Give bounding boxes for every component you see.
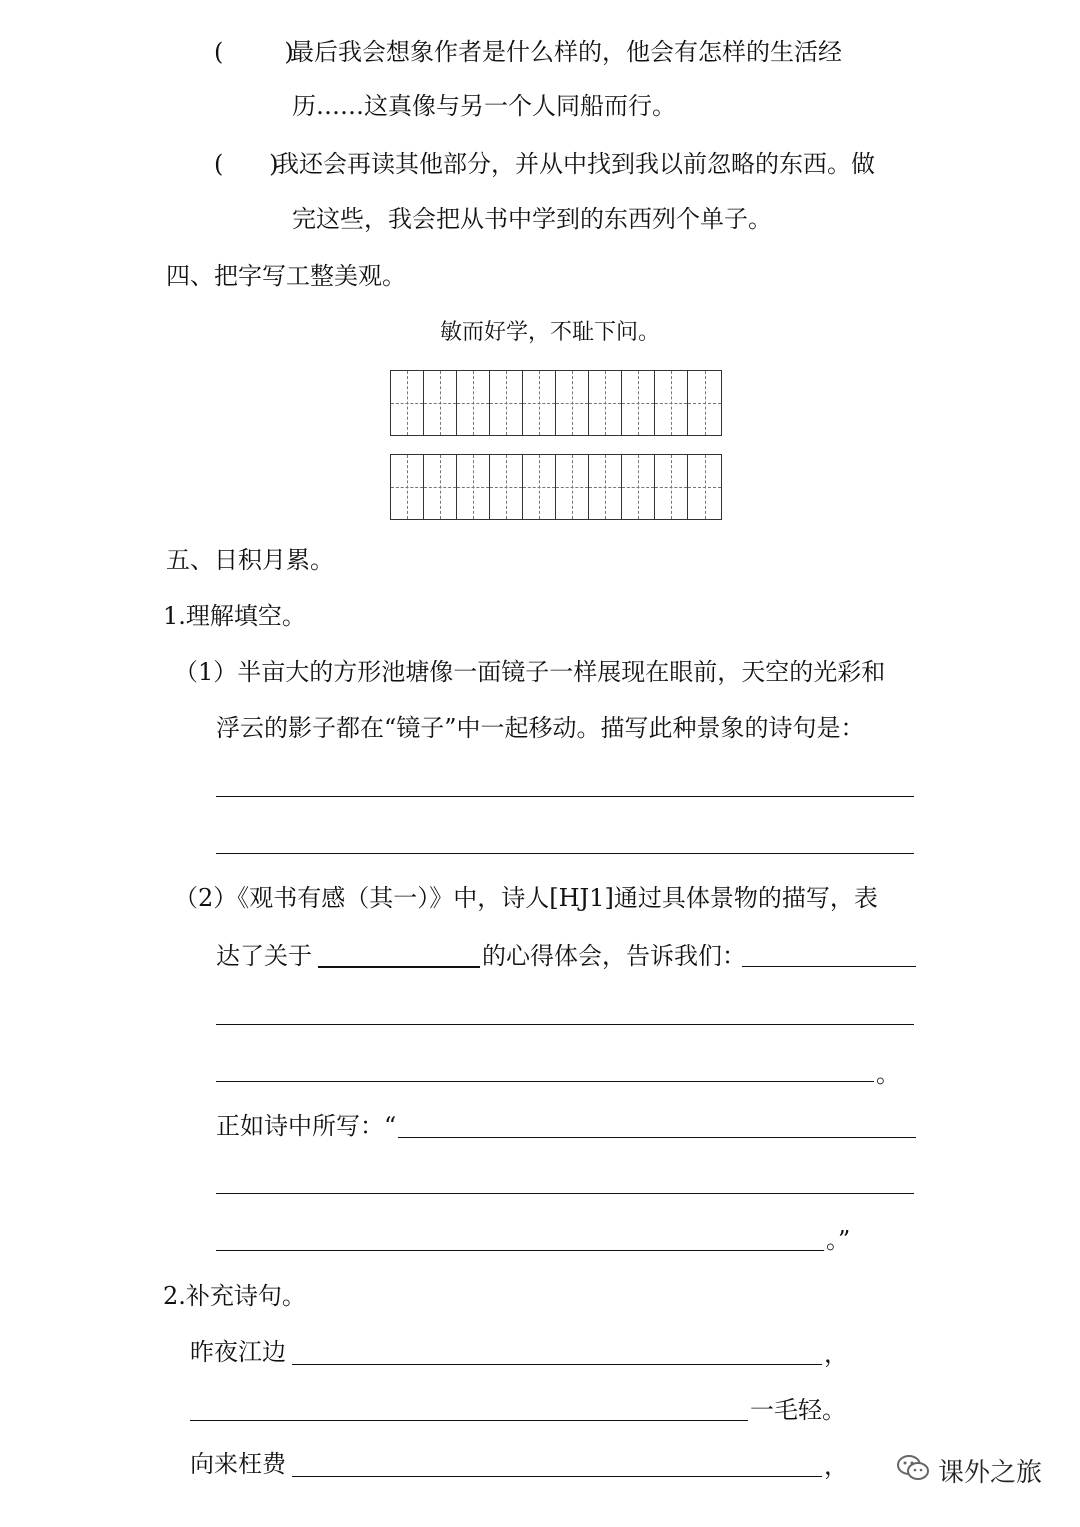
comma-mark: ， bbox=[824, 1452, 848, 1480]
answer-line[interactable] bbox=[216, 1024, 914, 1025]
grid-cell[interactable] bbox=[589, 455, 622, 519]
answer-line[interactable] bbox=[216, 853, 914, 854]
watermark-text: 课外之旅 bbox=[938, 1458, 1043, 1488]
writing-grid-row-1[interactable] bbox=[390, 370, 722, 436]
q1-p2-line1: （2）《观书有感（其一）》中，诗人[HJ1]通过具体景物的描写，表 bbox=[174, 884, 878, 912]
item-a-line2: 历……这真像与另一个人同船而行。 bbox=[292, 92, 676, 120]
wechat-icon bbox=[896, 1453, 930, 1489]
answer-line[interactable] bbox=[216, 796, 914, 797]
q1-p1-line2: 浮云的影子都在“镜子”中一起移动。描写此种景象的诗句是： bbox=[216, 714, 865, 742]
watermark bbox=[896, 1452, 1042, 1489]
item-a-line1: 最后我会想象作者是什么样的，他会有怎样的生活经 bbox=[290, 38, 842, 66]
item-b-line1: 我还会再读其他部分，并从中找到我以前忽略的东西。做 bbox=[275, 150, 875, 178]
quote-lead: 正如诗中所写：“ bbox=[216, 1112, 397, 1140]
answer-line[interactable] bbox=[216, 1250, 824, 1251]
grid-cell[interactable] bbox=[688, 371, 721, 435]
q1-p2-line2-a: 达了关于 bbox=[216, 942, 312, 970]
writing-grid-row-2[interactable] bbox=[390, 454, 722, 520]
grid-cell[interactable] bbox=[655, 455, 688, 519]
grid-cell[interactable] bbox=[622, 371, 655, 435]
poem-line1-lead: 昨夜江边 bbox=[190, 1338, 286, 1366]
poem-line3-lead: 向来枉费 bbox=[190, 1450, 286, 1478]
comma-mark: ， bbox=[824, 1340, 848, 1368]
answer-line[interactable] bbox=[292, 1476, 822, 1477]
copy-phrase: 敏而好学，不耻下问。 bbox=[440, 320, 661, 345]
grid-cell[interactable] bbox=[457, 455, 490, 519]
grid-cell[interactable] bbox=[556, 455, 589, 519]
grid-cell[interactable] bbox=[655, 371, 688, 435]
grid-cell[interactable] bbox=[556, 371, 589, 435]
grid-cell[interactable] bbox=[457, 371, 490, 435]
answer-line[interactable] bbox=[742, 966, 916, 967]
grid-cell[interactable] bbox=[424, 455, 457, 519]
grid-cell[interactable] bbox=[391, 455, 424, 519]
grid-cell[interactable] bbox=[391, 371, 424, 435]
q1-title: 1.理解填空。 bbox=[163, 602, 306, 630]
section5-heading: 五、日积月累。 bbox=[166, 546, 334, 574]
answer-line[interactable] bbox=[398, 1137, 916, 1138]
grid-cell[interactable] bbox=[424, 371, 457, 435]
answer-line[interactable] bbox=[292, 1364, 822, 1365]
period-mark: 。 bbox=[876, 1060, 900, 1088]
grid-cell[interactable] bbox=[523, 455, 556, 519]
grid-cell[interactable] bbox=[490, 455, 523, 519]
answer-paren-b[interactable]: ( ) bbox=[214, 150, 279, 178]
answer-line[interactable] bbox=[216, 1081, 874, 1082]
poem-line2-tail: 一毛轻。 bbox=[750, 1396, 846, 1424]
section4-heading: 四、把字写工整美观。 bbox=[166, 262, 406, 290]
answer-paren-a[interactable]: ( ) bbox=[214, 38, 294, 66]
grid-cell[interactable] bbox=[688, 455, 721, 519]
item-b-line2: 完这些，我会把从书中学到的东西列个单子。 bbox=[292, 205, 772, 233]
q1-p1-line1: （1）半亩大的方形池塘像一面镜子一样展现在眼前，天空的光彩和 bbox=[174, 658, 886, 686]
quote-end: 。” bbox=[826, 1226, 851, 1254]
answer-line[interactable] bbox=[216, 1193, 914, 1194]
q2-title: 2.补充诗句。 bbox=[163, 1282, 306, 1310]
grid-cell[interactable] bbox=[622, 455, 655, 519]
grid-cell[interactable] bbox=[589, 371, 622, 435]
fill-blank-topic[interactable] bbox=[318, 966, 480, 968]
answer-line[interactable] bbox=[190, 1420, 748, 1421]
grid-cell[interactable] bbox=[523, 371, 556, 435]
q1-p2-line2-b: 的心得体会，告诉我们： bbox=[482, 942, 746, 970]
grid-cell[interactable] bbox=[490, 371, 523, 435]
